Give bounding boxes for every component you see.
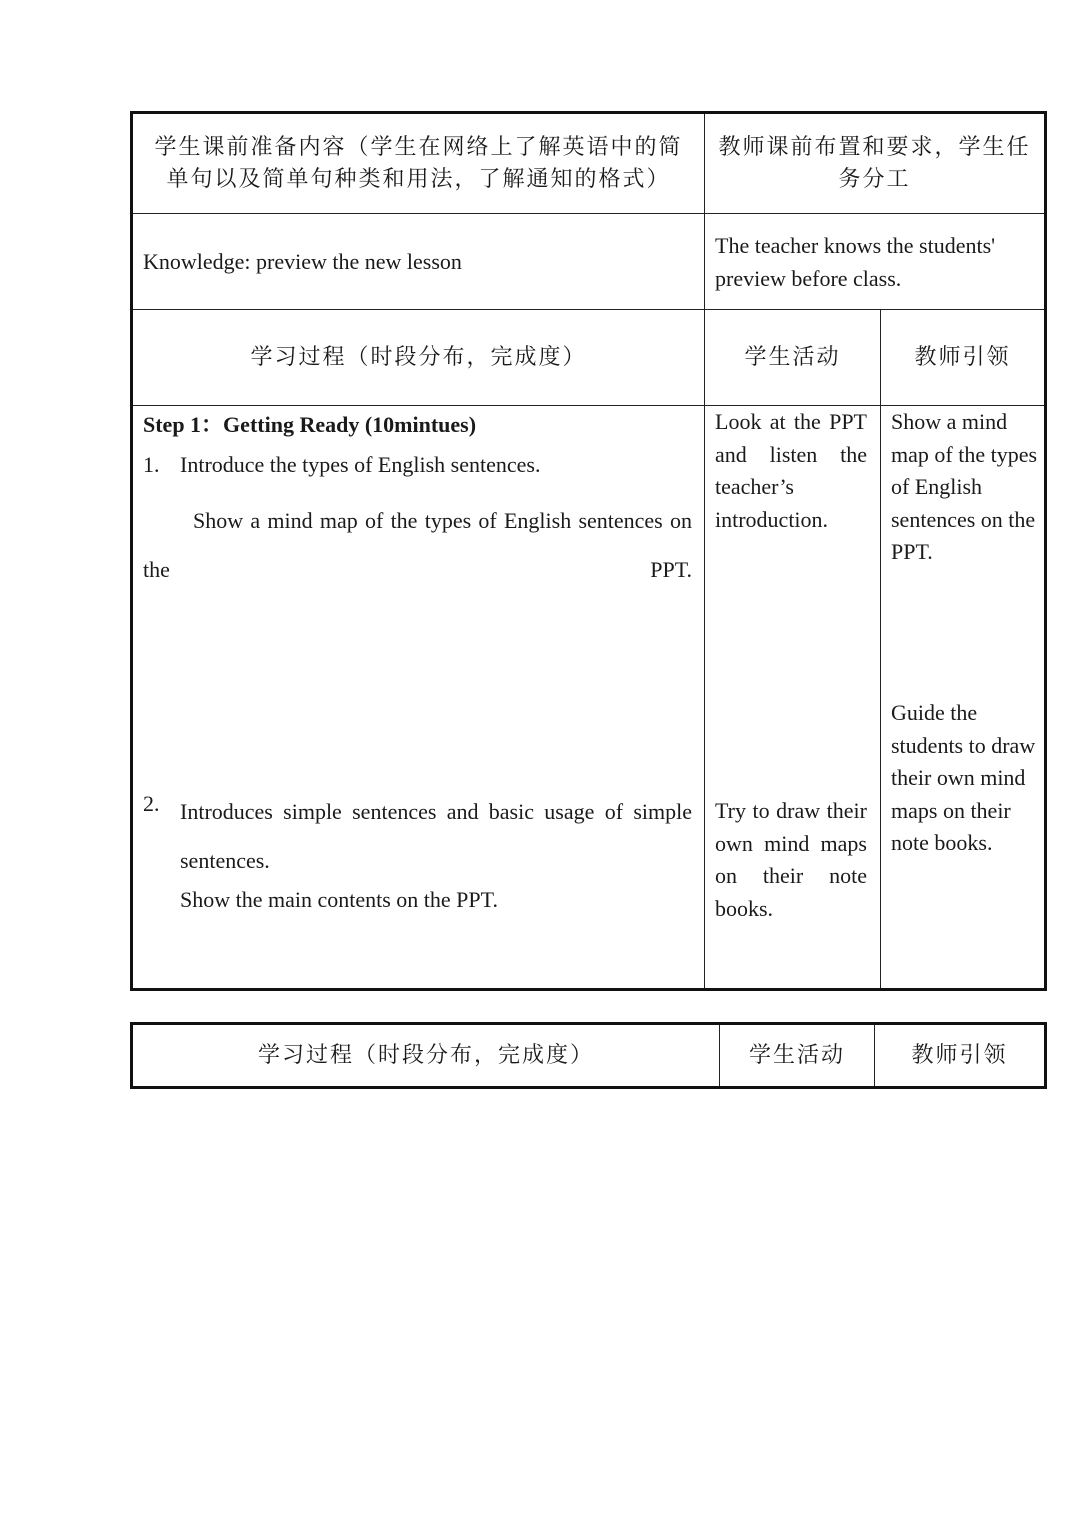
process-header-row: [132, 310, 1046, 406]
process-header-table: [130, 1022, 1047, 1089]
student-activity-cell: [705, 406, 881, 990]
student-activity-header-2: 学生活动: [720, 1024, 875, 1088]
teacher-guide-cell: [881, 406, 1046, 990]
step1-item1-number: 1.: [143, 452, 160, 477]
lesson-plan-table: [130, 111, 1047, 991]
process-header: 学习过程（时段分布，完成度）: [132, 310, 705, 406]
student-activity-1: Look at the PPT and listen the teacher’s introduction.: [715, 409, 867, 532]
step1-item1-text: Introduce the types of English sentences.: [180, 452, 541, 477]
step1-row: [132, 406, 1046, 990]
step1-item2-detail: Show the main contents on the PPT.: [180, 887, 498, 912]
student-activity-header: 学生活动: [705, 310, 881, 406]
step1-item2-text: Introduces simple sentences and basic usage of simple sentences.: [180, 799, 692, 873]
step1-cell: [132, 406, 705, 990]
teacher-guide-header-2: 教师引领: [875, 1024, 1046, 1088]
teacher-guide-2: Guide the students to draw their own mind maps on their note books.: [891, 700, 1036, 855]
prep-header: 学生课前准备内容（学生在网络上了解英语中的简单句以及简单句种类和用法，了解通知的格式）: [132, 113, 705, 214]
step1-item1-detail: Show a mind map of the types of English sentences on the PPT.: [143, 508, 692, 582]
process-header-2: 学习过程（时段分布，完成度）: [132, 1024, 720, 1088]
step1-title: Step 1：Getting Ready (10mintues): [143, 412, 477, 437]
teacher-knows-cell: The teacher knows the students' preview before class.: [705, 214, 1046, 310]
process-header-row-2: [132, 1024, 1046, 1088]
step1-item2-number: 2.: [143, 791, 160, 816]
teacher-guide-1: Show a mind map of the types of English sentences on the PPT.: [891, 409, 1038, 564]
knowledge-cell: Knowledge: preview the new lesson: [132, 214, 705, 310]
prep-row: [132, 113, 1046, 214]
teacher-guide-header: 教师引领: [881, 310, 1046, 406]
student-activity-2: Try to draw their own mind maps on their note books.: [715, 798, 867, 921]
teacher-requirement-header: 教师课前布置和要求，学生任务分工: [705, 113, 1046, 214]
knowledge-row: [132, 214, 1046, 310]
